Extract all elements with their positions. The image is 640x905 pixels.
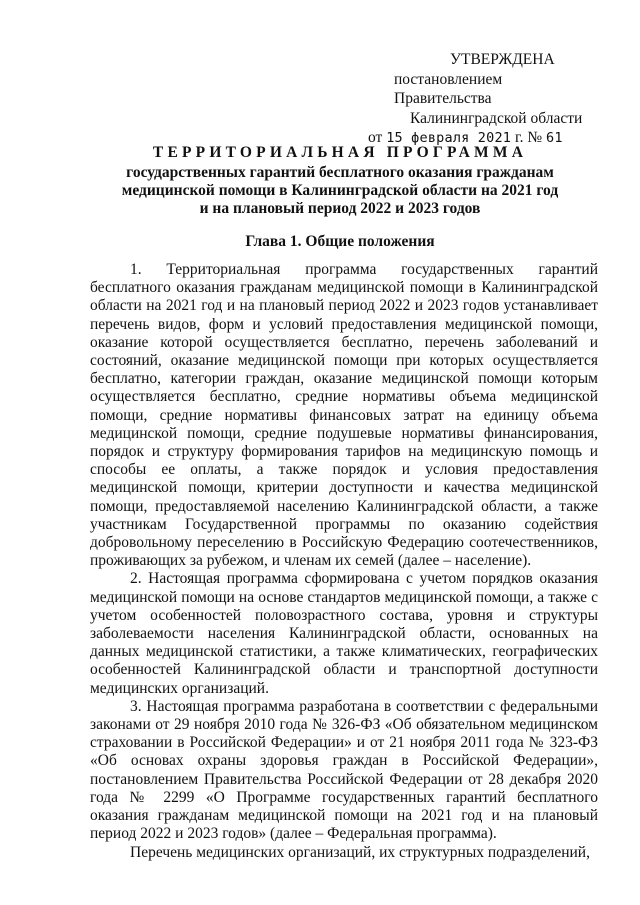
paragraph-4: Перечень медицинских организаций, их структурных подразделений,: [130, 843, 590, 861]
document-body: [90, 261, 598, 862]
paragraph-2: 2. Настоящая программа сформирована с учетом порядков оказания медицинской помощи на основе стандартов медицинской помощи, а также с учетом особенностей половозрастного состава, уровня и структуры заболеваемости населения Калининградской области, основанных на данных медицинской статистики, а также климатических, географических особенностей Калининградской области и транспортной доступности медицинских организаций.: [90, 570, 598, 697]
title-line-2: государственных гарантий бесплатного оказания гражданам: [126, 164, 554, 181]
title-line-3: медицинской помощи в Калининградской области на 2021 год: [121, 182, 559, 199]
title-line-4: и на плановый период 2022 и 2023 годов: [199, 200, 481, 217]
chapter-heading: Глава 1. Общие положения: [245, 233, 435, 250]
approval-number-sign: №: [527, 129, 543, 146]
approval-number: 61: [546, 130, 563, 146]
paragraph-1: 1. Территориальная программа государственных гарантий бесплатного оказания гражданам медицинской помощи в Калининградской области на 2021 год и на плановый период 2022 и 2023 годов устанавливает перечень видов, форм и условий предоставления медицинской помощи, оказание которой осуществляется бесплатно, перечень заболеваний и состояний, оказание медицинской помощи при которых осуществляется бесплатно, категории граждан, оказание медицинской помощи которым осуществляется бесплатно, средние нормативы объема медицинской помощи, средние нормативы финансовых затрат на единицу объема медицинской помощи, средние подушевые нормативы финансирования, порядок и структуру формирования тарифов на медицинскую помощь и способы ее оплаты, а также порядок и условия предоставления медицинской помощи, критерии доступности и качества медицинской помощи, предоставляемой населению Калининградской области, а также участникам Государственной программы по оказанию содействия добровольному переселению в Российскую Федерацию соотечественников, проживающих за рубежом, и членам их семей (далее – население).: [90, 261, 598, 570]
approval-line-region: Калининградской области: [410, 109, 583, 127]
approval-date: 15 февраля 2021: [386, 130, 512, 146]
approval-stamp: [362, 50, 602, 149]
approval-heading: УТВЕРЖДЕНА: [450, 51, 555, 68]
approval-year-suffix: г.: [515, 129, 524, 146]
paragraph-3: 3. Настоящая программа разработана в соответствии с федеральными законами от 29 ноября 2010 года № 326-ФЗ «Об обязательном медицинском страховании в Российской Федерации» и от 21 ноября 2011 года № 323-ФЗ «Об основах охраны здоровья граждан в Российской Федерации», постановлением Правительства Российской Федерации от 28 декабря 2020 года № 2299 «О Программе государственных гарантий бесплатного оказания гражданам медицинской помощи на 2021 год и на плановый период 2022 и 2023 годов» (далее – Федеральная программа).: [90, 697, 598, 843]
approval-line-resolution: постановлением Правительства: [394, 70, 503, 107]
approval-date-prefix: от: [368, 129, 383, 146]
document-title: [90, 144, 590, 218]
title-line-1: ТЕРРИТОРИАЛЬНАЯ ПРОГРАММА: [152, 144, 528, 161]
